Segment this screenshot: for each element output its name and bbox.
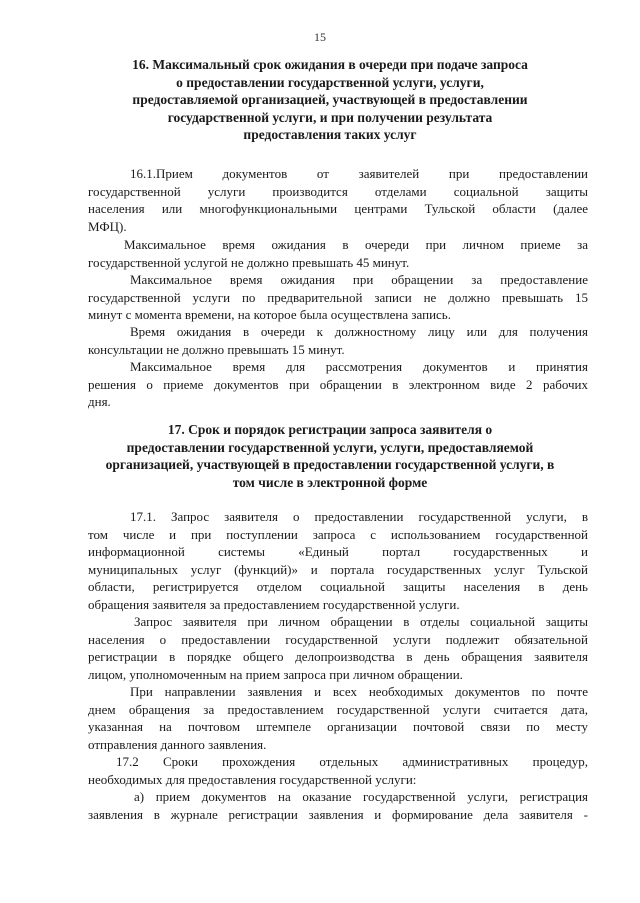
- text-line: дня.: [88, 394, 111, 409]
- text-line: При направлении заявления и всех необходимых документов по почте: [130, 684, 588, 699]
- text-line: минут с момента времени, на которое была осуществлена запись.: [88, 307, 451, 322]
- text-line: консультации не должно превышать 15 минут.: [88, 341, 345, 357]
- heading-line: 17. Срок и порядок регистрации запроса заявителя о: [167, 422, 493, 437]
- paragraph-17-2: [88, 753, 588, 788]
- heading-line: предоставляемой организацией, участвующей в предоставлении: [132, 92, 528, 107]
- text-line: населения или многофункциональными центрами Тульской области (далее: [88, 201, 588, 216]
- text-line: государственной услуги по предварительной записи не должно превышать 15: [88, 289, 588, 305]
- paragraph-17-1: [88, 508, 588, 613]
- text-line: регистрации в порядке общего делопроизводства в день обращения заявителя: [88, 649, 588, 664]
- paragraph-16-1: [88, 165, 588, 235]
- heading-line: 16. Максимальный срок ожидания в очереди при подаче запроса: [132, 57, 528, 72]
- text-line: населения о предоставлении государственной услуги подлежит обязательной: [88, 631, 588, 647]
- text-line: Запрос заявителя при личном обращении в отделы социальной защиты: [134, 614, 588, 629]
- text-line: 16.1.Прием документов от заявителей при предоставлении: [130, 166, 588, 181]
- paragraph-electronic: [88, 358, 588, 411]
- text-line: области, регистрируется отделом социальной защиты населения в день: [88, 579, 588, 594]
- text-line: отправления данного заявления.: [88, 736, 267, 752]
- heading-line: о предоставлении государственной услуги, услуги,: [176, 74, 484, 90]
- text-line: 17.2 Сроки прохождения отдельных административных процедур,: [116, 754, 588, 769]
- heading-line: организацией, участвующей в предоставлении государственной услуги, в: [105, 457, 555, 472]
- paragraph-wait-consultation: [88, 323, 588, 358]
- section-17-heading: [100, 421, 560, 491]
- text-line: обращения заявителя за предоставлением государственной услуги.: [88, 596, 460, 612]
- paragraph-wait-appointment: [88, 271, 588, 324]
- heading-line: предоставления таких услуг: [243, 127, 417, 142]
- text-line: МФЦ).: [88, 218, 127, 234]
- text-line: государственной услугой не должно превышать 45 минут.: [88, 254, 410, 270]
- text-line: Время ожидания в очереди к должностному лицу или для получения: [130, 324, 588, 339]
- text-line: Максимальное время ожидания в очереди при личном приеме за: [124, 237, 588, 252]
- text-line: Максимальное время ожидания при обращении за предоставление: [130, 272, 588, 287]
- heading-line: том числе в электронной форме: [232, 474, 428, 490]
- text-line: днем обращения за предоставлением государственной услуги считается дата,: [88, 701, 588, 717]
- text-line: заявления в журнале регистрации заявления и формирование дела заявителя -: [88, 806, 588, 822]
- text-line: указанная на почтовом штемпеле организации почтовой связи по месту: [88, 719, 588, 734]
- text-line: государственной услуги производится отделами социальной защиты: [88, 183, 588, 199]
- text-line: а) прием документов на оказание государственной услуги, регистрация: [134, 789, 588, 804]
- page-number: 15: [314, 30, 326, 44]
- text-line: муниципальных услуг (функций)» и портала государственных услуг Тульской: [88, 561, 588, 577]
- paragraph-mail: [88, 683, 588, 753]
- paragraph-item-a: [88, 788, 588, 823]
- text-line: Максимальное время для рассмотрения документов и принятия: [130, 359, 588, 374]
- text-line: решения о приеме документов при обращении в электронном виде 2 рабочих: [88, 376, 588, 392]
- paragraph-personal-request: [88, 613, 588, 683]
- text-line: необходимых для предоставления государственной услуги:: [88, 771, 417, 787]
- paragraph-wait-personal: [88, 236, 588, 271]
- heading-line: предоставлении государственной услуги, услуги, предоставляемой: [126, 439, 534, 455]
- text-line: лицом, уполномоченным на прием запроса при личном обращении.: [88, 666, 463, 682]
- heading-line: государственной услуги, и при получении результата: [167, 109, 493, 125]
- text-line: том числе и при поступлении запроса с использованием государственной: [88, 526, 588, 542]
- text-line: информационной системы «Единый портал государственных и: [88, 544, 588, 559]
- text-line: 17.1. Запрос заявителя о предоставлении государственной услуги, в: [130, 509, 588, 524]
- section-16-heading: [100, 56, 560, 144]
